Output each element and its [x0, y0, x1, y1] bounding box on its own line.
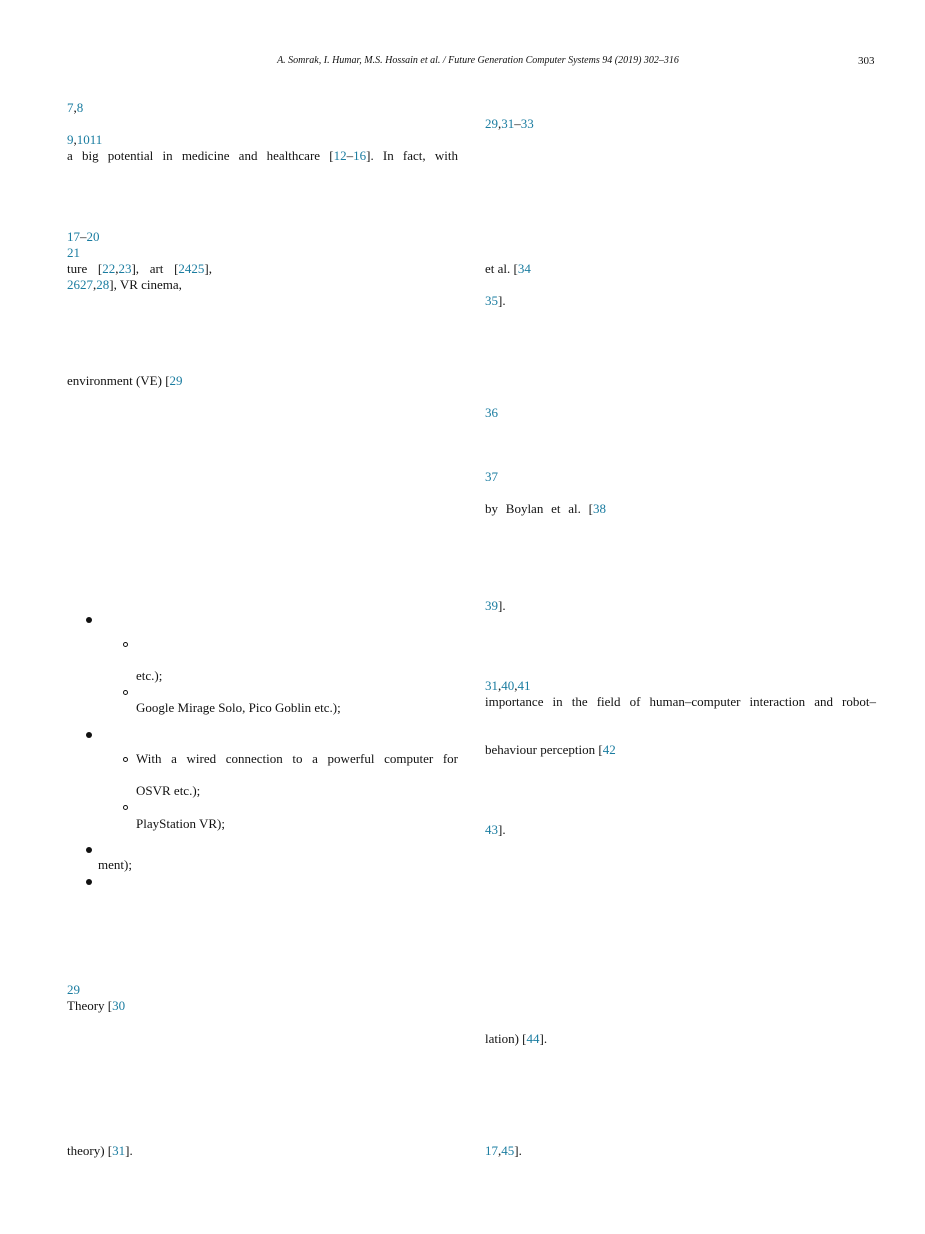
citation-link[interactable]: 43	[485, 822, 498, 837]
citation-link[interactable]: 1011	[76, 132, 103, 147]
citation-link[interactable]: 41	[517, 678, 531, 693]
right-line-10	[485, 742, 616, 758]
citation-link[interactable]: 40	[501, 678, 515, 693]
citation-link[interactable]: 42	[602, 742, 616, 757]
circle-bullet-icon	[123, 642, 128, 647]
left-line-5	[67, 245, 80, 261]
citation-link[interactable]: 9	[67, 132, 74, 147]
left-line-7	[67, 277, 182, 293]
citation-link[interactable]: 30	[112, 998, 126, 1013]
citation-link[interactable]: 37	[485, 469, 498, 484]
right-line-6	[485, 501, 606, 517]
body-text: ],	[204, 261, 212, 276]
citation-link[interactable]: 17	[67, 229, 80, 244]
body-text: lation) [	[485, 1031, 527, 1046]
separator: ,	[73, 100, 77, 115]
page-number: 303	[858, 55, 875, 67]
left-line-17	[67, 1143, 133, 1159]
right-line-2	[485, 261, 531, 277]
citation-link[interactable]: 45	[501, 1143, 515, 1158]
right-line-4	[485, 405, 498, 421]
citation-link[interactable]: 36	[485, 405, 498, 420]
citation-link[interactable]: 20	[86, 229, 100, 244]
left-line-15	[67, 982, 80, 998]
separator: –	[514, 116, 521, 131]
body-text: With a wired connection to a powerful computer for	[136, 751, 458, 766]
bullet-icon	[86, 732, 92, 738]
body-text: Theory [	[67, 998, 113, 1013]
citation-link[interactable]: 12	[333, 148, 347, 163]
separator: ,	[498, 678, 502, 693]
left-line-16	[67, 998, 125, 1014]
separator: ,	[498, 1143, 502, 1158]
citation-link[interactable]: 34	[517, 261, 531, 276]
citation-link[interactable]: 2425	[178, 261, 205, 276]
citation-link[interactable]: 23	[118, 261, 132, 276]
left-line-1	[67, 100, 83, 116]
body-text: ].	[125, 1143, 133, 1158]
separator: ,	[498, 116, 502, 131]
separator: ,	[93, 277, 97, 292]
citation-link[interactable]: 39	[485, 598, 498, 613]
body-text: a big potential in medicine and healthcare [	[67, 148, 334, 163]
left-line-10: Google Mirage Solo, Pico Goblin etc.);	[136, 700, 341, 715]
left-line-12: OSVR etc.);	[136, 783, 201, 798]
circle-bullet-icon	[123, 805, 128, 810]
bullet-icon	[86, 847, 92, 853]
left-line-11	[136, 751, 458, 767]
citation-link[interactable]: 29	[67, 982, 80, 997]
body-text: by Boylan et al. [	[485, 501, 593, 516]
left-line-14: ment);	[98, 857, 132, 872]
body-text: ].	[498, 598, 506, 613]
citation-link[interactable]: 31	[485, 678, 498, 693]
right-line-9	[485, 694, 876, 710]
citation-link[interactable]: 31	[112, 1143, 126, 1158]
right-line-7	[485, 598, 506, 614]
body-text: ], art [	[131, 261, 179, 276]
citation-link[interactable]: 33	[520, 116, 534, 131]
separator: ,	[514, 678, 518, 693]
citation-link[interactable]: 28	[96, 277, 110, 292]
bullet-icon	[86, 617, 92, 623]
left-line-4	[67, 229, 100, 245]
separator: ,	[73, 132, 77, 147]
citation-link[interactable]: 7	[67, 100, 74, 115]
citation-link[interactable]: 29	[485, 116, 498, 131]
citation-link[interactable]: 31	[501, 116, 515, 131]
bullet-icon	[86, 879, 92, 885]
body-text: ], VR cinema,	[109, 277, 182, 292]
citation-link[interactable]: 16	[353, 148, 367, 163]
citation-link[interactable]: 2627	[67, 277, 93, 292]
circle-bullet-icon	[123, 690, 128, 695]
right-line-12	[485, 1031, 547, 1047]
circle-bullet-icon	[123, 757, 128, 762]
citation-link[interactable]: 44	[526, 1031, 540, 1046]
body-text: et al. [	[485, 261, 518, 276]
right-line-5	[485, 469, 498, 485]
left-line-2	[67, 132, 102, 148]
left-line-3	[67, 148, 458, 164]
body-text: environment (VE) [	[67, 373, 170, 388]
citation-link[interactable]: 17	[485, 1143, 498, 1158]
body-text: ].	[498, 822, 506, 837]
running-header: A. Somrak, I. Humar, M.S. Hossain et al. / Future Generation Computer Systems 94 (2019) 302–316	[277, 55, 679, 66]
body-text: importance in the field of human–computer interaction and robot–	[485, 694, 876, 709]
right-line-3	[485, 293, 506, 309]
right-line-1	[485, 116, 534, 132]
body-text: ].	[498, 293, 506, 308]
citation-link[interactable]: 8	[76, 100, 84, 115]
body-text: ].	[539, 1031, 548, 1046]
body-text: theory) [	[67, 1143, 113, 1158]
right-line-8	[485, 678, 531, 694]
body-text: ].	[514, 1143, 522, 1158]
left-line-13: PlayStation VR);	[136, 816, 225, 831]
citation-link[interactable]: 38	[593, 501, 606, 516]
separator: ,	[115, 261, 119, 276]
body-text: behaviour perception [	[485, 742, 603, 757]
left-line-6	[67, 261, 212, 277]
left-line-8	[67, 373, 183, 389]
right-line-11	[485, 822, 506, 838]
citation-link[interactable]: 29	[169, 373, 183, 388]
citation-link[interactable]: 21	[67, 245, 80, 260]
separator: –	[80, 229, 87, 244]
body-text: ture [	[67, 261, 103, 276]
right-line-13	[485, 1143, 522, 1159]
body-text: ]. In fact, with	[366, 148, 458, 163]
citation-link[interactable]: 22	[102, 261, 116, 276]
separator: –	[346, 148, 354, 163]
citation-link[interactable]: 35	[485, 293, 498, 308]
left-line-9: etc.);	[136, 668, 163, 683]
